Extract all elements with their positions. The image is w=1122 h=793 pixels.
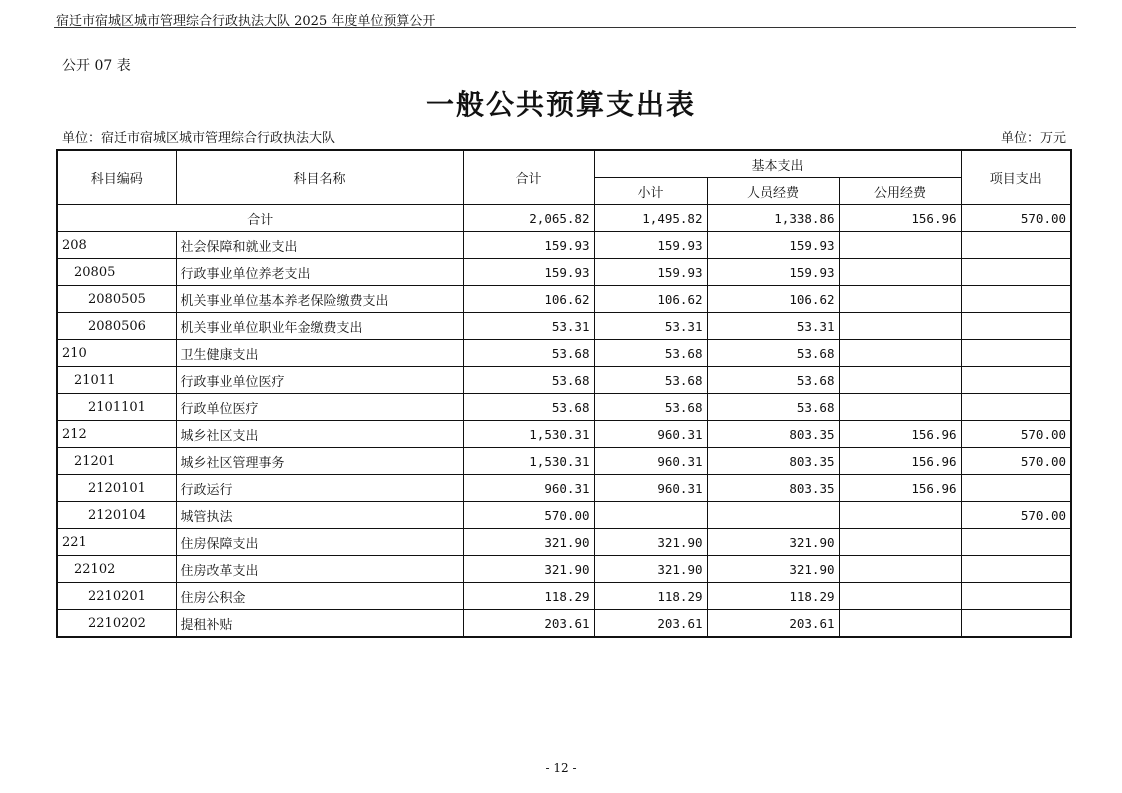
row-name: 行政事业单位养老支出 [176, 259, 463, 286]
row-total: 1,530.31 [463, 448, 594, 475]
row-name: 社会保障和就业支出 [176, 232, 463, 259]
col-header-code: 科目编码 [57, 150, 176, 205]
table-row [57, 448, 1071, 475]
row-project [961, 286, 1071, 313]
row-total: 53.68 [463, 394, 594, 421]
row-public: 156.96 [839, 448, 961, 475]
table-row [57, 556, 1071, 583]
row-personnel [707, 502, 839, 529]
table-row [57, 259, 1071, 286]
row-public [839, 286, 961, 313]
row-personnel: 321.90 [707, 529, 839, 556]
row-subtotal: 321.90 [594, 529, 707, 556]
row-public [839, 556, 961, 583]
table-row [57, 286, 1071, 313]
row-total: 203.61 [463, 610, 594, 638]
row-personnel: 53.68 [707, 340, 839, 367]
row-total: 118.29 [463, 583, 594, 610]
row-subtotal: 53.68 [594, 394, 707, 421]
row-name: 行政单位医疗 [176, 394, 463, 421]
budget-expenditure-table [56, 149, 1072, 638]
row-project [961, 556, 1071, 583]
row-total: 321.90 [463, 556, 594, 583]
header-divider [54, 27, 1076, 28]
col-header-project: 项目支出 [961, 150, 1071, 205]
row-public [839, 367, 961, 394]
row-subtotal: 53.68 [594, 340, 707, 367]
total-row-public: 156.96 [839, 205, 961, 232]
row-public: 156.96 [839, 421, 961, 448]
row-project: 570.00 [961, 448, 1071, 475]
row-name: 城乡社区管理事务 [176, 448, 463, 475]
row-public [839, 313, 961, 340]
total-row [57, 205, 1071, 232]
table-row [57, 340, 1071, 367]
row-public [839, 610, 961, 638]
row-code: 2080505 [57, 286, 176, 313]
row-project [961, 475, 1071, 502]
row-subtotal: 960.31 [594, 475, 707, 502]
row-personnel: 159.93 [707, 259, 839, 286]
table-row [57, 394, 1071, 421]
organization-label: 单位：宿迁市宿城区城市管理综合行政执法大队 [62, 131, 336, 146]
row-subtotal: 159.93 [594, 232, 707, 259]
row-personnel: 53.68 [707, 394, 839, 421]
row-subtotal [594, 502, 707, 529]
row-project: 570.00 [961, 502, 1071, 529]
table-row [57, 583, 1071, 610]
row-name: 行政运行 [176, 475, 463, 502]
row-total: 53.68 [463, 340, 594, 367]
table-row [57, 475, 1071, 502]
total-row-label: 合计 [57, 205, 463, 232]
row-project [961, 583, 1071, 610]
row-subtotal: 159.93 [594, 259, 707, 286]
row-total: 53.31 [463, 313, 594, 340]
row-code: 2210201 [57, 583, 176, 610]
total-row-subtotal: 1,495.82 [594, 205, 707, 232]
row-project [961, 394, 1071, 421]
row-project [961, 313, 1071, 340]
row-personnel: 321.90 [707, 556, 839, 583]
row-name: 住房改革支出 [176, 556, 463, 583]
total-row-project: 570.00 [961, 205, 1071, 232]
row-total: 53.68 [463, 367, 594, 394]
row-subtotal: 960.31 [594, 421, 707, 448]
row-personnel: 53.31 [707, 313, 839, 340]
row-code: 2101101 [57, 394, 176, 421]
row-code: 212 [57, 421, 176, 448]
row-project [961, 529, 1071, 556]
row-project [961, 259, 1071, 286]
row-name: 住房保障支出 [176, 529, 463, 556]
row-subtotal: 960.31 [594, 448, 707, 475]
row-personnel: 803.35 [707, 475, 839, 502]
row-code: 210 [57, 340, 176, 367]
row-code: 21201 [57, 448, 176, 475]
row-name: 提租补贴 [176, 610, 463, 638]
row-code: 20805 [57, 259, 176, 286]
row-total: 106.62 [463, 286, 594, 313]
document-header: 宿迁市宿城区城市管理综合行政执法大队 2025 年度单位预算公开 [56, 14, 436, 29]
table-row [57, 421, 1071, 448]
row-subtotal: 118.29 [594, 583, 707, 610]
row-code: 2120101 [57, 475, 176, 502]
row-project [961, 232, 1071, 259]
row-total: 321.90 [463, 529, 594, 556]
row-name: 卫生健康支出 [176, 340, 463, 367]
col-header-name: 科目名称 [176, 150, 463, 205]
table-row [57, 232, 1071, 259]
row-personnel: 53.68 [707, 367, 839, 394]
row-personnel: 159.93 [707, 232, 839, 259]
row-subtotal: 321.90 [594, 556, 707, 583]
row-subtotal: 53.68 [594, 367, 707, 394]
col-header-personnel: 人员经费 [707, 178, 839, 205]
row-name: 机关事业单位职业年金缴费支出 [176, 313, 463, 340]
row-code: 21011 [57, 367, 176, 394]
row-project: 570.00 [961, 421, 1071, 448]
row-personnel: 118.29 [707, 583, 839, 610]
row-name: 住房公积金 [176, 583, 463, 610]
row-total: 159.93 [463, 259, 594, 286]
row-public [839, 232, 961, 259]
table-row [57, 529, 1071, 556]
row-subtotal: 203.61 [594, 610, 707, 638]
col-header-public: 公用经费 [839, 178, 961, 205]
row-public [839, 529, 961, 556]
row-code: 2210202 [57, 610, 176, 638]
total-row-personnel: 1,338.86 [707, 205, 839, 232]
row-code: 2080506 [57, 313, 176, 340]
row-code: 2120104 [57, 502, 176, 529]
row-public [839, 394, 961, 421]
row-project [961, 367, 1071, 394]
row-total: 159.93 [463, 232, 594, 259]
row-name: 行政事业单位医疗 [176, 367, 463, 394]
page-title: 一般公共预算支出表 [425, 88, 696, 121]
table-row [57, 610, 1071, 638]
row-total: 570.00 [463, 502, 594, 529]
row-public: 156.96 [839, 475, 961, 502]
row-subtotal: 106.62 [594, 286, 707, 313]
col-header-total: 合计 [463, 150, 594, 205]
row-personnel: 106.62 [707, 286, 839, 313]
currency-unit-label: 单位：万元 [1000, 131, 1066, 146]
row-public [839, 340, 961, 367]
row-personnel: 203.61 [707, 610, 839, 638]
row-subtotal: 53.31 [594, 313, 707, 340]
row-code: 221 [57, 529, 176, 556]
page-number: - 12 - [545, 761, 577, 775]
table-row [57, 367, 1071, 394]
total-row-total: 2,065.82 [463, 205, 594, 232]
table-row [57, 313, 1071, 340]
row-project [961, 610, 1071, 638]
row-name: 机关事业单位基本养老保险缴费支出 [176, 286, 463, 313]
row-public [839, 583, 961, 610]
row-name: 城乡社区支出 [176, 421, 463, 448]
row-personnel: 803.35 [707, 448, 839, 475]
row-public [839, 259, 961, 286]
row-total: 1,530.31 [463, 421, 594, 448]
row-code: 208 [57, 232, 176, 259]
table-number: 公开 07 表 [62, 58, 131, 74]
row-total: 960.31 [463, 475, 594, 502]
row-public [839, 502, 961, 529]
row-project [961, 340, 1071, 367]
row-name: 城管执法 [176, 502, 463, 529]
row-code: 22102 [57, 556, 176, 583]
col-header-subtotal: 小计 [594, 178, 707, 205]
table-row [57, 502, 1071, 529]
col-header-basic: 基本支出 [594, 150, 961, 178]
row-personnel: 803.35 [707, 421, 839, 448]
